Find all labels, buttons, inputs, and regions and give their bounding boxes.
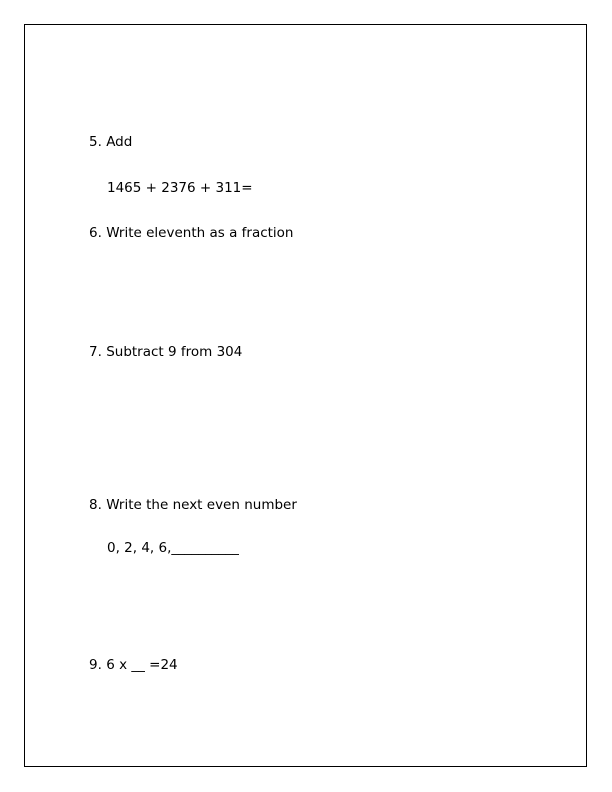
question-number: 7. <box>89 344 102 360</box>
question-8 <box>89 497 297 513</box>
question-number: 9. <box>89 657 102 673</box>
question-prompt: Add <box>106 134 133 150</box>
question-prompt: Write the next even number <box>106 497 297 513</box>
question-6 <box>89 225 294 241</box>
question-8-detail: 0, 2, 4, 6,__________ <box>107 540 239 556</box>
question-7 <box>89 344 242 360</box>
question-number: 6. <box>89 225 102 241</box>
question-number: 5. <box>89 134 102 150</box>
question-prompt: Subtract 9 from 304 <box>106 344 243 360</box>
question-prompt: 6 x __ =24 <box>106 657 178 673</box>
question-9 <box>89 657 178 673</box>
question-5-detail: 1465 + 2376 + 311= <box>107 180 253 196</box>
question-5 <box>89 134 132 150</box>
question-prompt: Write eleventh as a fraction <box>106 225 294 241</box>
question-number: 8. <box>89 497 102 513</box>
